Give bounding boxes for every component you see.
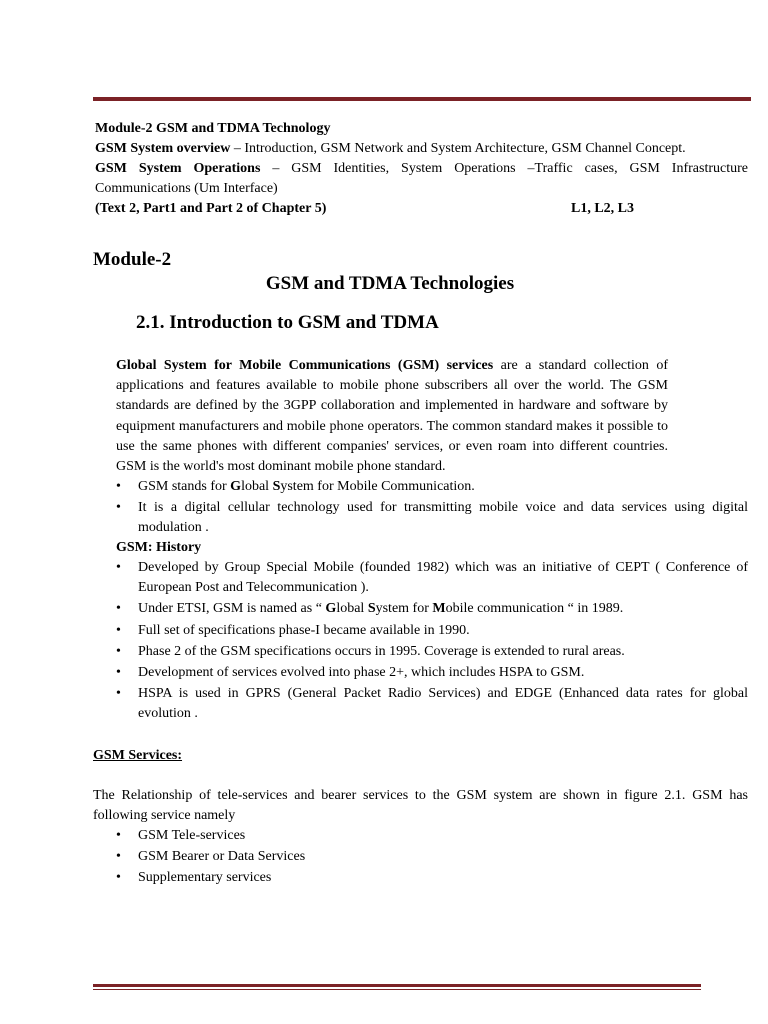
bullet-icon: • bbox=[116, 849, 121, 865]
list-item bbox=[116, 847, 516, 867]
bullet-text: Supplementary services bbox=[138, 870, 272, 886]
footer-rule-thin bbox=[93, 989, 701, 990]
bullet-text-bold: S bbox=[367, 601, 376, 617]
bullet-icon: • bbox=[116, 622, 121, 638]
syllabus-reference-line bbox=[95, 199, 748, 219]
list-item bbox=[116, 684, 748, 724]
bullet-text-bold: G bbox=[230, 479, 242, 494]
list-item bbox=[116, 498, 748, 538]
bullet-text: Development of services evolved into phase 2+, which includes HSPA to GSM. bbox=[138, 665, 585, 681]
overview-text: – Introduction, GSM Network and System Architecture, GSM Channel Concept. bbox=[230, 141, 686, 156]
bullet-text: ystem for bbox=[375, 601, 433, 617]
bullet-icon: • bbox=[116, 828, 121, 843]
bullet-text: Developed by Group Special Mobile (founded 1982) which was an initiative of CEPT ( Conference of European Post and Telecommunication ). bbox=[138, 560, 748, 596]
gsm-bullet-list bbox=[116, 477, 748, 540]
syllabus-module-heading: Module-2 GSM and TDMA Technology bbox=[95, 121, 331, 136]
list-item bbox=[116, 621, 748, 641]
bullet-icon: • bbox=[116, 870, 121, 886]
history-heading: GSM: History bbox=[116, 540, 202, 555]
bullet-text: Full set of specifications phase-I became available in 1990. bbox=[138, 622, 470, 638]
bullet-icon: • bbox=[116, 686, 121, 702]
bullet-text: lobal bbox=[336, 601, 368, 617]
intro-bold-lead: Global System for Mobile Communications (GSM) services bbox=[116, 358, 494, 373]
syllabus-reference: (Text 2, Part1 and Part 2 of Chapter 5) bbox=[95, 201, 327, 216]
bullet-text: ystem for Mobile Communication. bbox=[280, 479, 475, 494]
list-item bbox=[116, 826, 516, 846]
bullet-text: obile communication “ in 1989. bbox=[445, 601, 624, 617]
bullet-text-bold: S bbox=[272, 479, 281, 494]
bullet-text: Under ETSI, GSM is named as “ bbox=[138, 601, 326, 617]
services-paragraph-text: The Relationship of tele-services and bearer services to the GSM system are shown in figure 2.1. GSM has following service namely bbox=[93, 788, 748, 824]
services-paragraph bbox=[93, 786, 748, 826]
chapter-title: GSM and TDMA Technologies bbox=[265, 273, 515, 294]
bullet-text: Phase 2 of the GSM specifications occurs in 1995. Coverage is extended to rural areas. bbox=[138, 643, 625, 659]
intro-paragraph bbox=[116, 356, 668, 477]
list-item bbox=[116, 868, 516, 888]
bullet-text: lobal bbox=[241, 479, 273, 494]
header-rule bbox=[93, 97, 751, 101]
bullet-icon: • bbox=[116, 500, 121, 516]
list-item bbox=[116, 599, 748, 619]
list-item bbox=[116, 642, 748, 662]
list-item bbox=[116, 663, 748, 683]
bullet-text: GSM Bearer or Data Services bbox=[138, 849, 306, 865]
overview-label: GSM System overview bbox=[95, 141, 231, 156]
list-item bbox=[116, 477, 748, 497]
list-item bbox=[116, 558, 748, 598]
bullet-icon: • bbox=[116, 479, 121, 494]
intro-text: are a standard collection of applications and features available to mobile phone subscribers all over the world. The GSM standards are defined by the 3GPP collaboration and implemented in hardware and software by equipment manufacturers and mobile phone operators. The common standard makes it possible to use the same phones with different companies' services, or even roam into different countries. GSM is the world's most dominant mobile phone standard. bbox=[116, 358, 668, 475]
bullet-icon: • bbox=[116, 643, 121, 659]
syllabus-overview bbox=[95, 139, 748, 159]
bullet-icon: • bbox=[116, 560, 121, 575]
history-bullet-list bbox=[116, 558, 748, 726]
footer-rule-thick bbox=[93, 984, 701, 987]
services-heading: GSM Services: bbox=[93, 748, 183, 763]
bullet-icon: • bbox=[116, 601, 121, 617]
bullet-icon: • bbox=[116, 665, 121, 681]
syllabus-levels: L1, L2, L3 bbox=[571, 201, 635, 216]
bullet-text-bold: M bbox=[432, 601, 446, 617]
module-label: Module-2 bbox=[93, 249, 172, 270]
section-title: 2.1. Introduction to GSM and TDMA bbox=[136, 312, 439, 333]
syllabus-block bbox=[95, 119, 748, 219]
operations-label: GSM System Operations bbox=[95, 161, 261, 176]
bullet-text: HSPA is used in GPRS (General Packet Radio Services) and EDGE (Enhanced data rates for global evolution . bbox=[138, 686, 748, 722]
syllabus-operations bbox=[95, 159, 748, 199]
operations-text: – GSM Identities, System Operations –Traffic cases, GSM Infrastructure Communications (Um Interface) bbox=[95, 161, 748, 196]
bullet-text: GSM stands for bbox=[138, 479, 231, 494]
bullet-text: It is a digital cellular technology used for transmitting mobile voice and data services using digital modulation . bbox=[138, 500, 748, 536]
services-bullet-list bbox=[116, 826, 516, 890]
bullet-text-bold: G bbox=[325, 601, 337, 617]
bullet-text: GSM Tele-services bbox=[138, 828, 246, 843]
